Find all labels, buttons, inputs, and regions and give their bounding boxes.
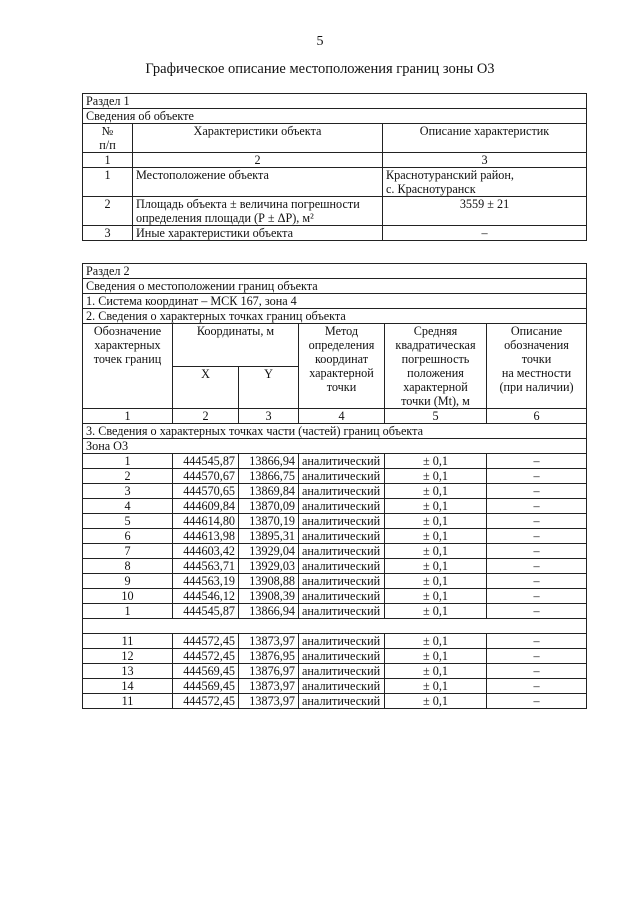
coord-y: 13895,31 [239,529,299,544]
coord-y: 13929,04 [239,544,299,559]
point-description: – [487,529,587,544]
table-row [83,574,587,589]
error: ± 0,1 [385,514,487,529]
coord-x: 444613,98 [173,529,239,544]
coord-x: 444572,45 [173,649,239,664]
coord-x: 444572,45 [173,694,239,709]
point-description: – [487,469,587,484]
coord-y: 13870,09 [239,499,299,514]
row-name: Местоположение объекта [133,168,383,197]
point-description: – [487,649,587,664]
point-number: 4 [83,499,173,514]
zone-label: Зона О3 [83,439,587,454]
coord-y: 13929,03 [239,559,299,574]
point-description: – [487,679,587,694]
coord-x: 444572,45 [173,634,239,649]
page-number: 5 [316,34,324,49]
point-number: 5 [83,514,173,529]
method: аналитический [299,469,385,484]
header-x: X [173,366,239,409]
point-number: 7 [83,544,173,559]
table-row [83,226,587,241]
point-number: 1 [83,604,173,619]
error: ± 0,1 [385,499,487,514]
row-number: 1 [83,168,133,197]
point-number: 3 [83,484,173,499]
coord-y: 13908,88 [239,574,299,589]
col-number: 1 [83,153,133,168]
coordinate-system: 1. Система координат – МСК 167, зона 4 [83,294,587,309]
point-number: 1 [83,454,173,469]
point-number: 6 [83,529,173,544]
col-number: 6 [487,409,587,424]
method: аналитический [299,544,385,559]
coord-y: 13866,75 [239,469,299,484]
point-number: 10 [83,589,173,604]
point-number: 9 [83,574,173,589]
header-description: Описание характеристик [383,124,587,153]
error: ± 0,1 [385,574,487,589]
point-number: 2 [83,469,173,484]
header-number: № п/п [83,124,133,153]
coord-x: 444609,84 [173,499,239,514]
coord-y: 13876,95 [239,649,299,664]
method: аналитический [299,574,385,589]
point-number: 12 [83,649,173,664]
section1-table [82,93,587,241]
point-description: – [487,514,587,529]
point-description: – [487,634,587,649]
table-row [83,168,587,197]
row-value: Краснотуранский район, с. Краснотуранск [383,168,587,197]
table-row [83,499,587,514]
point-description: – [487,664,587,679]
error: ± 0,1 [385,634,487,649]
col-number: 2 [173,409,239,424]
method: аналитический [299,604,385,619]
coord-x: 444569,45 [173,679,239,694]
table-row [83,544,587,559]
error: ± 0,1 [385,559,487,574]
points-group-b [83,634,587,709]
method: аналитический [299,514,385,529]
coord-y: 13870,19 [239,514,299,529]
header-point: Обозначение характерных точек границ [83,324,173,409]
coord-y: 13876,97 [239,664,299,679]
error: ± 0,1 [385,664,487,679]
method: аналитический [299,694,385,709]
point-number: 11 [83,694,173,709]
table-row [83,559,587,574]
section2-label: Раздел 2 [83,264,587,279]
parts-title: 3. Сведения о характерных точках части (частей) границ объекта [83,424,587,439]
error: ± 0,1 [385,679,487,694]
blank-row [83,619,587,634]
table-row [83,514,587,529]
col-number: 1 [83,409,173,424]
row-name: Иные характеристики объекта [133,226,383,241]
table-row [83,604,587,619]
coord-y: 13869,84 [239,484,299,499]
error: ± 0,1 [385,529,487,544]
row-number: 2 [83,197,133,226]
point-number: 11 [83,634,173,649]
method: аналитический [299,559,385,574]
coord-y: 13866,94 [239,604,299,619]
coord-x: 444545,87 [173,604,239,619]
col-number: 2 [133,153,383,168]
point-description: – [487,589,587,604]
coord-x: 444546,12 [173,589,239,604]
table-row [83,694,587,709]
point-description: – [487,604,587,619]
coord-x: 444563,19 [173,574,239,589]
col-number: 3 [383,153,587,168]
error: ± 0,1 [385,544,487,559]
header-point-description: Описание обозначения точки на местности (при наличии) [487,324,587,409]
points-group-a [83,454,587,619]
coord-y: 13873,97 [239,679,299,694]
method: аналитический [299,679,385,694]
header-method: Метод определения координат характерной точки [299,324,385,409]
error: ± 0,1 [385,484,487,499]
row-name: Площадь объекта ± величина погрешности определения площади (Р ± ΔР), м² [133,197,383,226]
coord-x: 444545,87 [173,454,239,469]
col-number: 4 [299,409,385,424]
header-error: Средняя квадратическая погрешность положения характерной точки (Mt), м [385,324,487,409]
point-description: – [487,454,587,469]
header-y: Y [239,366,299,409]
table-row [83,484,587,499]
coord-y: 13866,94 [239,454,299,469]
error: ± 0,1 [385,649,487,664]
section1-subtitle: Сведения об объекте [83,109,587,124]
method: аналитический [299,649,385,664]
error: ± 0,1 [385,604,487,619]
method: аналитический [299,499,385,514]
document-title: Графическое описание местоположения границ зоны О3 [145,61,495,77]
section2-subtitle: Сведения о местоположении границ объекта [83,279,587,294]
coord-x: 444603,42 [173,544,239,559]
row-value: – [383,226,587,241]
error: ± 0,1 [385,589,487,604]
table-row [83,664,587,679]
row-value: 3559 ± 21 [383,197,587,226]
table-row [83,454,587,469]
point-description: – [487,499,587,514]
point-description: – [487,484,587,499]
coord-x: 444569,45 [173,664,239,679]
header-coordinates: Координаты, м [173,324,299,367]
row-number: 3 [83,226,133,241]
point-description: – [487,544,587,559]
error: ± 0,1 [385,469,487,484]
method: аналитический [299,634,385,649]
section1-label: Раздел 1 [83,94,587,109]
method: аналитический [299,484,385,499]
table-row [83,589,587,604]
point-description: – [487,559,587,574]
coord-x: 444563,71 [173,559,239,574]
table-row [83,679,587,694]
table-row [83,529,587,544]
point-description: – [487,694,587,709]
table-row [83,197,587,226]
table-row [83,469,587,484]
method: аналитический [299,529,385,544]
coord-y: 13873,97 [239,634,299,649]
method: аналитический [299,664,385,679]
col-number: 5 [385,409,487,424]
col-number: 3 [239,409,299,424]
error: ± 0,1 [385,694,487,709]
table-row [83,634,587,649]
coord-y: 13873,97 [239,694,299,709]
header-characteristics: Характеристики объекта [133,124,383,153]
coord-x: 444570,65 [173,484,239,499]
error: ± 0,1 [385,454,487,469]
method: аналитический [299,454,385,469]
coord-y: 13908,39 [239,589,299,604]
point-number: 14 [83,679,173,694]
coord-x: 444614,80 [173,514,239,529]
table-row [83,649,587,664]
points-title: 2. Сведения о характерных точках границ объекта [83,309,587,324]
point-number: 13 [83,664,173,679]
method: аналитический [299,589,385,604]
coord-x: 444570,67 [173,469,239,484]
section2-table [82,263,587,709]
point-description: – [487,574,587,589]
point-number: 8 [83,559,173,574]
